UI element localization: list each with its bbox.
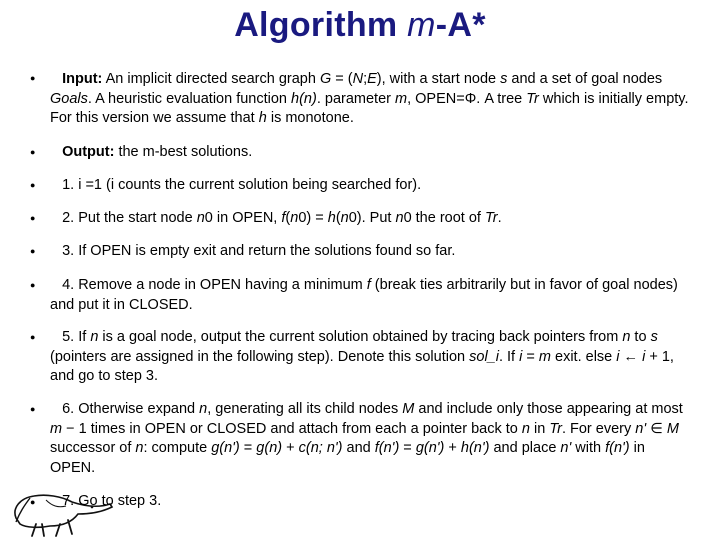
bullet-icon: ●: [30, 246, 36, 256]
page-title: Algorithm m-A*: [234, 6, 486, 44]
bullet-icon: ●: [30, 332, 36, 342]
step-6: 6. Otherwise expand n, generating all its child nodes M and include only those appearing at most m − 1 times in OPEN or CLOSED and attach from each a pointer back to n in Tr. For every n' ∈ M successor of n: compute g(n') = g(n) + c(n; n') and f(n') = g(n') + h(n') and place n' with f(n') in OPEN.: [50, 401, 683, 476]
output-item: Output: the m-best solutions.: [62, 144, 253, 160]
step-5: 5. If n is a goal node, output the current solution obtained by tracing back pointers from n to s (pointers are assigned in the following step). Denote this solution sol_i. If i = m exit. else i ← i + 1, and go to step 3.: [50, 329, 674, 384]
step-3: 3. If OPEN is empty exit and return the solutions found so far.: [62, 243, 456, 259]
step-4: 4. Remove a node in OPEN having a minimum f (break ties arbitrarily but in favor of goal nodes) and put it in CLOSED.: [50, 277, 678, 313]
bullet-icon: ●: [30, 180, 36, 190]
bullet-icon: ●: [30, 147, 36, 157]
bullet-icon: ●: [30, 213, 36, 223]
bullet-icon: ●: [30, 73, 36, 83]
step-7: 7. Go to step 3.: [62, 493, 162, 509]
step-2: 2. Put the start node n0 in OPEN, f(n0) = h(n0). Put n0 the root of Tr.: [62, 210, 502, 226]
input-item: Input: An implicit directed search graph G = (N;E), with a start node s and a set of goal nodes Goals. A heuristic evaluation function h(n). parameter m, OPEN=Φ. A tree Tr which is initially empty. For this version we assume that h is monotone.: [50, 71, 689, 126]
bullet-icon: ●: [30, 497, 36, 507]
bullet-icon: ●: [30, 404, 36, 414]
bullet-icon: ●: [30, 280, 36, 290]
step-1: 1. i =1 (i counts the current solution being searched for).: [62, 177, 422, 193]
